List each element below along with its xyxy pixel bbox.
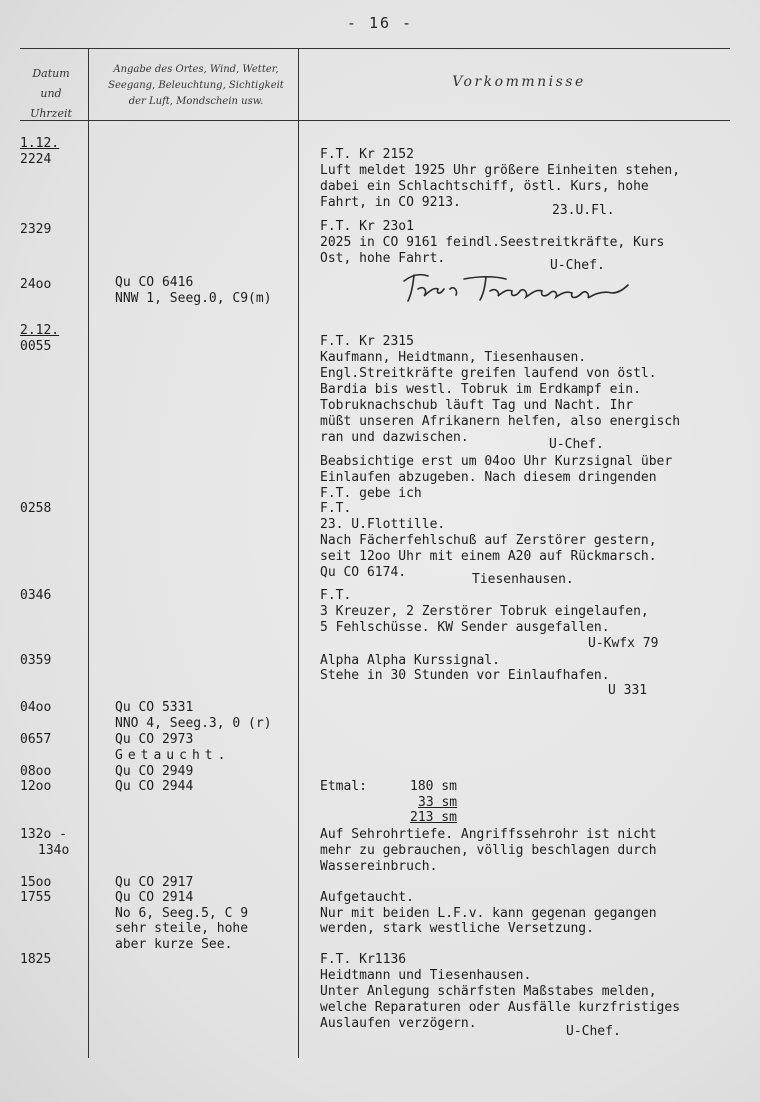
location-entry: NNO 4, Seeg.3, 0 (r) bbox=[115, 716, 272, 731]
event-signature: Tiesenhausen. bbox=[472, 572, 574, 587]
etmal-value: 33 sm bbox=[418, 795, 458, 810]
time-entry: 1825 bbox=[20, 952, 52, 967]
location-entry: Qu CO 6416 bbox=[115, 275, 194, 290]
event-line: F.T. gebe ich bbox=[320, 486, 422, 501]
event-line: Tobruknachschub läuft Tag und Nacht. Ihr bbox=[320, 398, 634, 413]
event-line: Nur mit beiden L.F.v. kann gegenan gegangen bbox=[320, 906, 657, 921]
time-entry: 1755 bbox=[20, 890, 52, 905]
event-line: Fahrt, in CO 9213. bbox=[320, 195, 461, 210]
event-line: seit 12oo Uhr mit einem A20 auf Rückmarsch. bbox=[320, 549, 657, 564]
event-signature: U-Chef. bbox=[550, 258, 605, 273]
event-line: 23. U.Flottille. bbox=[320, 517, 446, 532]
location-entry: Qu CO 2949 bbox=[115, 764, 194, 779]
event-line: Alpha Alpha Kurssignal. bbox=[320, 653, 501, 668]
time-entry: 0258 bbox=[20, 501, 52, 516]
event-line: Ost, hohe Fahrt. bbox=[320, 251, 446, 266]
time-entry: 12oo bbox=[20, 779, 52, 794]
event-line: Kaufmann, Heidtmann, Tiesenhausen. bbox=[320, 350, 587, 365]
event-line: Engl.Streitkräfte greifen laufend von östl. bbox=[320, 366, 657, 381]
event-line: F.T. Kr 2315 bbox=[320, 334, 414, 349]
date-1: 1.12. bbox=[20, 136, 60, 151]
time-entry: 0359 bbox=[20, 653, 52, 668]
event-line: mehr zu gebrauchen, völlig beschlagen durch bbox=[320, 843, 657, 858]
event-line: F.T. Kr 23o1 bbox=[320, 219, 414, 234]
event-line: dabei ein Schlachtschiff, östl. Kurs, hohe bbox=[320, 179, 649, 194]
time-entry: 0657 bbox=[20, 732, 52, 747]
top-rule bbox=[20, 48, 730, 49]
time-entry: 15oo bbox=[20, 875, 52, 890]
time-entry: 2224 bbox=[20, 152, 52, 167]
header-location-line-1: Angabe des Ortes, Wind, Wetter, bbox=[113, 64, 279, 75]
header-location-line-2: Seegang, Beleuchtung, Sichtigkeit bbox=[108, 80, 284, 91]
location-entry: NNW 1, Seeg.0, C9(m) bbox=[115, 291, 272, 306]
event-line: Stehe in 30 Stunden vor Einlaufhafen. bbox=[320, 668, 610, 683]
event-signature: 23.U.Fl. bbox=[552, 203, 615, 218]
event-line: Nach Fächerfehlschuß auf Zerstörer gestern, bbox=[320, 533, 657, 548]
event-line: Beabsichtige erst um 04oo Uhr Kurzsignal über bbox=[320, 454, 673, 469]
header-location bbox=[92, 62, 300, 110]
event-line: Luft meldet 1925 Uhr größere Einheiten stehen, bbox=[320, 163, 681, 178]
time-entry: 2329 bbox=[20, 222, 52, 237]
event-line: F.T. Kr 2152 bbox=[320, 147, 414, 162]
event-line: Auslaufen verzögern. bbox=[320, 1016, 477, 1031]
location-entry: aber kurze See. bbox=[115, 937, 233, 952]
event-signature: U-Chef. bbox=[549, 437, 604, 452]
event-line: 5 Fehlschüsse. KW Sender ausgefallen. bbox=[320, 620, 610, 635]
header-location-line-3: der Luft, Mondschein usw. bbox=[128, 96, 264, 107]
date-2: 2.12. bbox=[20, 323, 60, 338]
time-entry: 132o - bbox=[20, 827, 67, 842]
event-line: ran und dazwischen. bbox=[320, 430, 469, 445]
event-line: welche Reparaturen oder Ausfälle kurzfristiges bbox=[320, 1000, 681, 1015]
etmal-value: 180 sm bbox=[410, 779, 457, 794]
location-entry: Getaucht. bbox=[115, 748, 231, 763]
etmal-label: Etmal: bbox=[320, 779, 367, 794]
column-divider-1 bbox=[88, 48, 89, 1058]
event-signature: U-Chef. bbox=[566, 1024, 621, 1039]
location-entry: Qu CO 2917 bbox=[115, 875, 194, 890]
event-line: 2025 in CO 9161 feindl.Seestreitkräfte, Kurs bbox=[320, 235, 665, 250]
event-line: werden, stark westliche Versetzung. bbox=[320, 921, 594, 936]
header-rule bbox=[20, 120, 730, 121]
event-line: 3 Kreuzer, 2 Zerstörer Tobruk eingelaufen, bbox=[320, 604, 649, 619]
time-entry: 134o bbox=[38, 843, 70, 858]
location-entry: Qu CO 2944 bbox=[115, 779, 194, 794]
event-signature: U 331 bbox=[608, 683, 648, 698]
location-entry: Qu CO 2914 bbox=[115, 890, 194, 905]
event-line: Qu CO 6174. bbox=[320, 565, 407, 580]
location-entry: Qu CO 2973 bbox=[115, 732, 194, 747]
location-entry: No 6, Seeg.5, C 9 bbox=[115, 906, 249, 921]
event-line: Bardia bis westl. Tobruk im Erdkampf ein. bbox=[320, 382, 641, 397]
location-entry: sehr steile, hohe bbox=[115, 921, 249, 936]
header-events: Vorkommnisse bbox=[452, 74, 586, 90]
header-date-time-line-3: Uhrzeit bbox=[30, 107, 72, 120]
event-line: Unter Anlegung schärfsten Maßstabes melden, bbox=[320, 984, 657, 999]
time-entry: 0055 bbox=[20, 339, 52, 354]
page-number: - 16 - bbox=[346, 14, 414, 32]
event-line: F.T. bbox=[320, 588, 352, 603]
header-date-time-line-1: Datum bbox=[32, 67, 70, 80]
header-date-time-line-2: und bbox=[40, 87, 62, 100]
time-entry: 04oo bbox=[20, 700, 52, 715]
time-entry: 0346 bbox=[20, 588, 52, 603]
event-line: müßt unseren Afrikanern helfen, also energisch bbox=[320, 414, 681, 429]
event-line: Aufgetaucht. bbox=[320, 890, 414, 905]
event-line: F.T. bbox=[320, 501, 352, 516]
time-entry: 08oo bbox=[20, 764, 52, 779]
header-date-time bbox=[18, 64, 84, 124]
event-line: Einlaufen abzugeben. Nach diesem dringenden bbox=[320, 470, 657, 485]
event-line: F.T. Kr1136 bbox=[320, 952, 407, 967]
event-line: Auf Sehrohrtiefe. Angriffssehrohr ist nicht bbox=[320, 827, 657, 842]
event-signature: U-Kwfx 79 bbox=[588, 636, 659, 651]
handwritten-signature-icon bbox=[398, 267, 634, 307]
column-divider-2 bbox=[298, 48, 299, 1058]
location-entry: Qu CO 5331 bbox=[115, 700, 194, 715]
etmal-total: 213 sm bbox=[410, 810, 457, 825]
event-line: Heidtmann und Tiesenhausen. bbox=[320, 968, 532, 983]
time-entry: 24oo bbox=[20, 277, 52, 292]
event-line: Wassereinbruch. bbox=[320, 859, 438, 874]
